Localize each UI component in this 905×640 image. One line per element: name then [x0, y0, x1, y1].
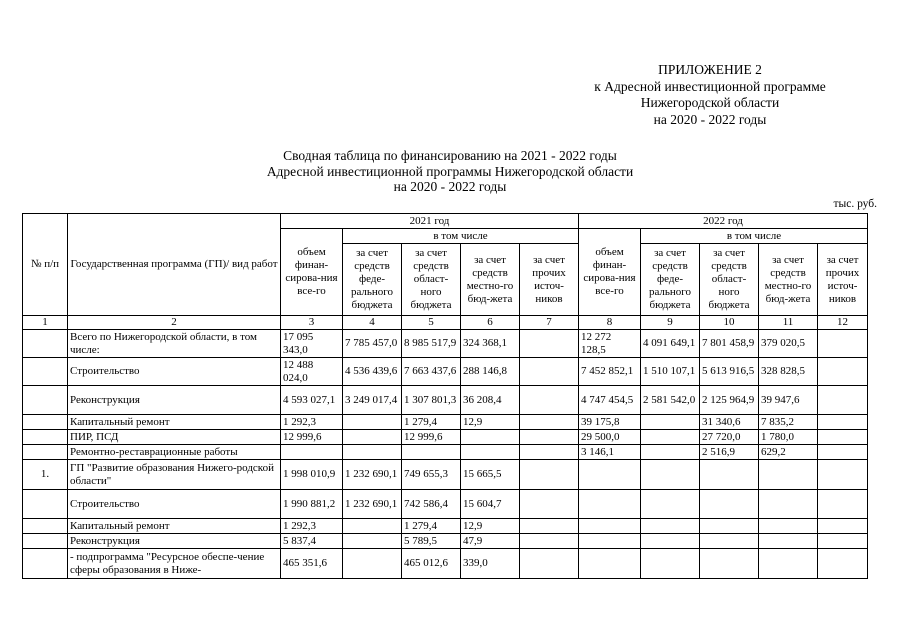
cell-other-2021 — [520, 534, 579, 549]
cell-regional-2022 — [700, 460, 759, 490]
cell-federal-2022 — [641, 430, 700, 445]
cell-row-num — [23, 534, 68, 549]
cell-regional-2022: 7 801 458,9 — [700, 330, 759, 358]
colnum: 1 — [23, 316, 68, 330]
cell-federal-2021 — [343, 415, 402, 430]
header-total: объем финан-сирова-ния все-го — [281, 229, 343, 316]
cell-row-num — [23, 430, 68, 445]
cell-local-2021: 12,9 — [461, 415, 520, 430]
cell-other-2021 — [520, 386, 579, 415]
title-line: на 2020 - 2022 годы — [393, 179, 507, 194]
cell-federal-2022: 1 510 107,1 — [641, 358, 700, 386]
cell-local-2022 — [759, 549, 818, 579]
cell-local-2021: 15 665,5 — [461, 460, 520, 490]
cell-federal-2022 — [641, 534, 700, 549]
cell-local-2021: 36 208,4 — [461, 386, 520, 415]
cell-federal-2021: 1 232 690,1 — [343, 460, 402, 490]
cell-regional-2021: 8 985 517,9 — [402, 330, 461, 358]
cell-work-type: Реконструкция — [68, 386, 281, 415]
cell-regional-2022: 2 125 964,9 — [700, 386, 759, 415]
header-federal: за счет средств феде-рального бюджета — [343, 244, 402, 316]
cell-total-2021: 12 999,6 — [281, 430, 343, 445]
cell-regional-2022 — [700, 549, 759, 579]
cell-total-2021: 1 990 881,2 — [281, 490, 343, 519]
cell-row-num: 1. — [23, 460, 68, 490]
title-line: Адресной инвестиционной программы Нижегородской области — [266, 163, 634, 179]
colnum: 11 — [759, 316, 818, 330]
cell-other-2022 — [818, 534, 868, 549]
table-row — [23, 330, 868, 358]
colnum: 8 — [579, 316, 641, 330]
cell-local-2021: 288 146,8 — [461, 358, 520, 386]
cell-other-2021 — [520, 490, 579, 519]
cell-other-2021 — [520, 460, 579, 490]
units-label: тыс. руб. — [833, 198, 877, 210]
cell-other-2021 — [520, 330, 579, 358]
cell-federal-2021 — [343, 430, 402, 445]
cell-total-2021: 465 351,6 — [281, 549, 343, 579]
cell-local-2022: 39 947,6 — [759, 386, 818, 415]
table-row — [23, 490, 868, 519]
table-row — [23, 415, 868, 430]
cell-regional-2021: 465 012,6 — [402, 549, 461, 579]
header-other: за счет прочих источ-ников — [520, 244, 579, 316]
cell-total-2021: 17 095 343,0 — [281, 330, 343, 358]
cell-other-2021 — [520, 415, 579, 430]
cell-total-2021: 1 998 010,9 — [281, 460, 343, 490]
cell-regional-2021: 12 999,6 — [402, 430, 461, 445]
cell-federal-2021 — [343, 445, 402, 460]
cell-row-num — [23, 445, 68, 460]
cell-local-2022: 328 828,5 — [759, 358, 818, 386]
table-title — [170, 148, 730, 195]
cell-work-type: Ремонтно-реставрационные работы — [68, 445, 281, 460]
colnum: 5 — [402, 316, 461, 330]
header-year-2022: 2022 год — [579, 214, 868, 229]
colnum: 10 — [700, 316, 759, 330]
cell-total-2022: 4 747 454,5 — [579, 386, 641, 415]
cell-row-num — [23, 490, 68, 519]
cell-total-2021: 5 837,4 — [281, 534, 343, 549]
cell-local-2022: 1 780,0 — [759, 430, 818, 445]
cell-local-2022 — [759, 490, 818, 519]
table-row — [23, 549, 868, 579]
colnum: 4 — [343, 316, 402, 330]
cell-row-num — [23, 330, 68, 358]
cell-local-2022 — [759, 534, 818, 549]
cell-regional-2021: 1 279,4 — [402, 519, 461, 534]
cell-total-2022 — [579, 490, 641, 519]
header-year-2021: 2021 год — [281, 214, 579, 229]
cell-federal-2021: 4 536 439,6 — [343, 358, 402, 386]
cell-local-2021 — [461, 445, 520, 460]
cell-federal-2021: 1 232 690,1 — [343, 490, 402, 519]
cell-other-2022 — [818, 549, 868, 579]
cell-total-2022 — [579, 460, 641, 490]
header-incl: в том числе — [641, 229, 868, 244]
cell-regional-2022: 31 340,6 — [700, 415, 759, 430]
cell-local-2021: 324 368,1 — [461, 330, 520, 358]
cell-regional-2022 — [700, 519, 759, 534]
cell-row-num — [23, 386, 68, 415]
cell-regional-2022 — [700, 534, 759, 549]
cell-work-type: Строительство — [68, 358, 281, 386]
table-body — [23, 330, 868, 579]
cell-work-type: Капитальный ремонт — [68, 415, 281, 430]
cell-local-2021: 12,9 — [461, 519, 520, 534]
cell-other-2022 — [818, 445, 868, 460]
cell-other-2022 — [818, 430, 868, 445]
cell-work-type: Всего по Нижегородской области, в том числе: — [68, 330, 281, 358]
cell-federal-2022 — [641, 460, 700, 490]
cell-federal-2021 — [343, 534, 402, 549]
header-total: объем финан-сирова-ния все-го — [579, 229, 641, 316]
cell-regional-2021: 1 307 801,3 — [402, 386, 461, 415]
cell-work-type: - подпрограмма "Ресурсное обеспе-чение сферы образования в Ниже- — [68, 549, 281, 579]
colnum: 2 — [68, 316, 281, 330]
appendix-line: ПРИЛОЖЕНИЕ 2 — [658, 62, 762, 77]
header-regional: за счет средств област-ного бюджета — [402, 244, 461, 316]
cell-other-2021 — [520, 358, 579, 386]
cell-local-2021: 339,0 — [461, 549, 520, 579]
cell-other-2022 — [818, 490, 868, 519]
cell-other-2021 — [520, 519, 579, 534]
cell-total-2021: 12 488 024,0 — [281, 358, 343, 386]
table-row — [23, 358, 868, 386]
colnum: 7 — [520, 316, 579, 330]
cell-other-2022 — [818, 519, 868, 534]
cell-local-2021: 15 604,7 — [461, 490, 520, 519]
cell-regional-2022 — [700, 490, 759, 519]
cell-total-2022: 39 175,8 — [579, 415, 641, 430]
cell-other-2022 — [818, 358, 868, 386]
colnum: 3 — [281, 316, 343, 330]
cell-other-2022 — [818, 460, 868, 490]
cell-total-2021: 4 593 027,1 — [281, 386, 343, 415]
cell-local-2021 — [461, 430, 520, 445]
header-other: за счет прочих источ-ников — [818, 244, 868, 316]
financing-table — [22, 213, 868, 579]
cell-total-2022: 7 452 852,1 — [579, 358, 641, 386]
cell-federal-2022 — [641, 549, 700, 579]
cell-other-2022 — [818, 330, 868, 358]
appendix-block — [560, 62, 860, 128]
title-line: Сводная таблица по финансированию на 2021 - 2022 годы — [283, 148, 617, 163]
cell-regional-2021: 7 663 437,6 — [402, 358, 461, 386]
appendix-line: Нижегородской области — [640, 95, 780, 110]
cell-regional-2022: 27 720,0 — [700, 430, 759, 445]
cell-other-2021 — [520, 549, 579, 579]
cell-total-2022: 3 146,1 — [579, 445, 641, 460]
cell-row-num — [23, 358, 68, 386]
header-local: за счет средств местно-го бюд-жета — [759, 244, 818, 316]
cell-federal-2021 — [343, 519, 402, 534]
cell-federal-2021: 3 249 017,4 — [343, 386, 402, 415]
cell-total-2022 — [579, 549, 641, 579]
cell-work-type: ПИР, ПСД — [68, 430, 281, 445]
cell-other-2021 — [520, 445, 579, 460]
cell-local-2022: 379 020,5 — [759, 330, 818, 358]
cell-total-2022 — [579, 534, 641, 549]
cell-total-2022: 29 500,0 — [579, 430, 641, 445]
colnum: 9 — [641, 316, 700, 330]
header-regional: за счет средств област-ного бюджета — [700, 244, 759, 316]
cell-total-2021 — [281, 445, 343, 460]
cell-federal-2022: 2 581 542,0 — [641, 386, 700, 415]
cell-row-num — [23, 415, 68, 430]
table-row — [23, 430, 868, 445]
cell-other-2022 — [818, 386, 868, 415]
cell-row-num — [23, 549, 68, 579]
cell-regional-2021 — [402, 445, 461, 460]
cell-federal-2022 — [641, 519, 700, 534]
cell-regional-2022: 5 613 916,5 — [700, 358, 759, 386]
cell-work-type: Строительство — [68, 490, 281, 519]
cell-regional-2021: 742 586,4 — [402, 490, 461, 519]
header-num: № п/п — [23, 214, 68, 316]
cell-other-2022 — [818, 415, 868, 430]
table-row — [23, 386, 868, 415]
appendix-line: на 2020 - 2022 годы — [653, 111, 767, 127]
cell-local-2021: 47,9 — [461, 534, 520, 549]
table-row — [23, 445, 868, 460]
cell-other-2021 — [520, 430, 579, 445]
cell-local-2022 — [759, 519, 818, 534]
cell-row-num — [23, 519, 68, 534]
cell-total-2022 — [579, 519, 641, 534]
cell-regional-2021: 5 789,5 — [402, 534, 461, 549]
cell-work-type: Реконструкция — [68, 534, 281, 549]
appendix-line: к Адресной инвестиционной программе — [594, 78, 826, 94]
cell-federal-2021: 7 785 457,0 — [343, 330, 402, 358]
cell-work-type: ГП "Развитие образования Нижего-родской области" — [68, 460, 281, 490]
cell-total-2022: 12 272 128,5 — [579, 330, 641, 358]
cell-local-2022: 629,2 — [759, 445, 818, 460]
table-row — [23, 460, 868, 490]
cell-total-2021: 1 292,3 — [281, 519, 343, 534]
table-row — [23, 519, 868, 534]
cell-federal-2022 — [641, 490, 700, 519]
cell-federal-2021 — [343, 549, 402, 579]
cell-federal-2022 — [641, 415, 700, 430]
cell-federal-2022 — [641, 445, 700, 460]
colnum: 12 — [818, 316, 868, 330]
table-row — [23, 534, 868, 549]
cell-total-2021: 1 292,3 — [281, 415, 343, 430]
cell-work-type: Капитальный ремонт — [68, 519, 281, 534]
cell-regional-2021: 749 655,3 — [402, 460, 461, 490]
cell-local-2022: 7 835,2 — [759, 415, 818, 430]
cell-federal-2022: 4 091 649,1 — [641, 330, 700, 358]
header-local: за счет средств местно-го бюд-жета — [461, 244, 520, 316]
colnum: 6 — [461, 316, 520, 330]
header-incl: в том числе — [343, 229, 579, 244]
cell-regional-2021: 1 279,4 — [402, 415, 461, 430]
header-program: Государственная программа (ГП)/ вид работ — [68, 214, 281, 316]
cell-local-2022 — [759, 460, 818, 490]
header-federal: за счет средств феде-рального бюджета — [641, 244, 700, 316]
cell-regional-2022: 2 516,9 — [700, 445, 759, 460]
